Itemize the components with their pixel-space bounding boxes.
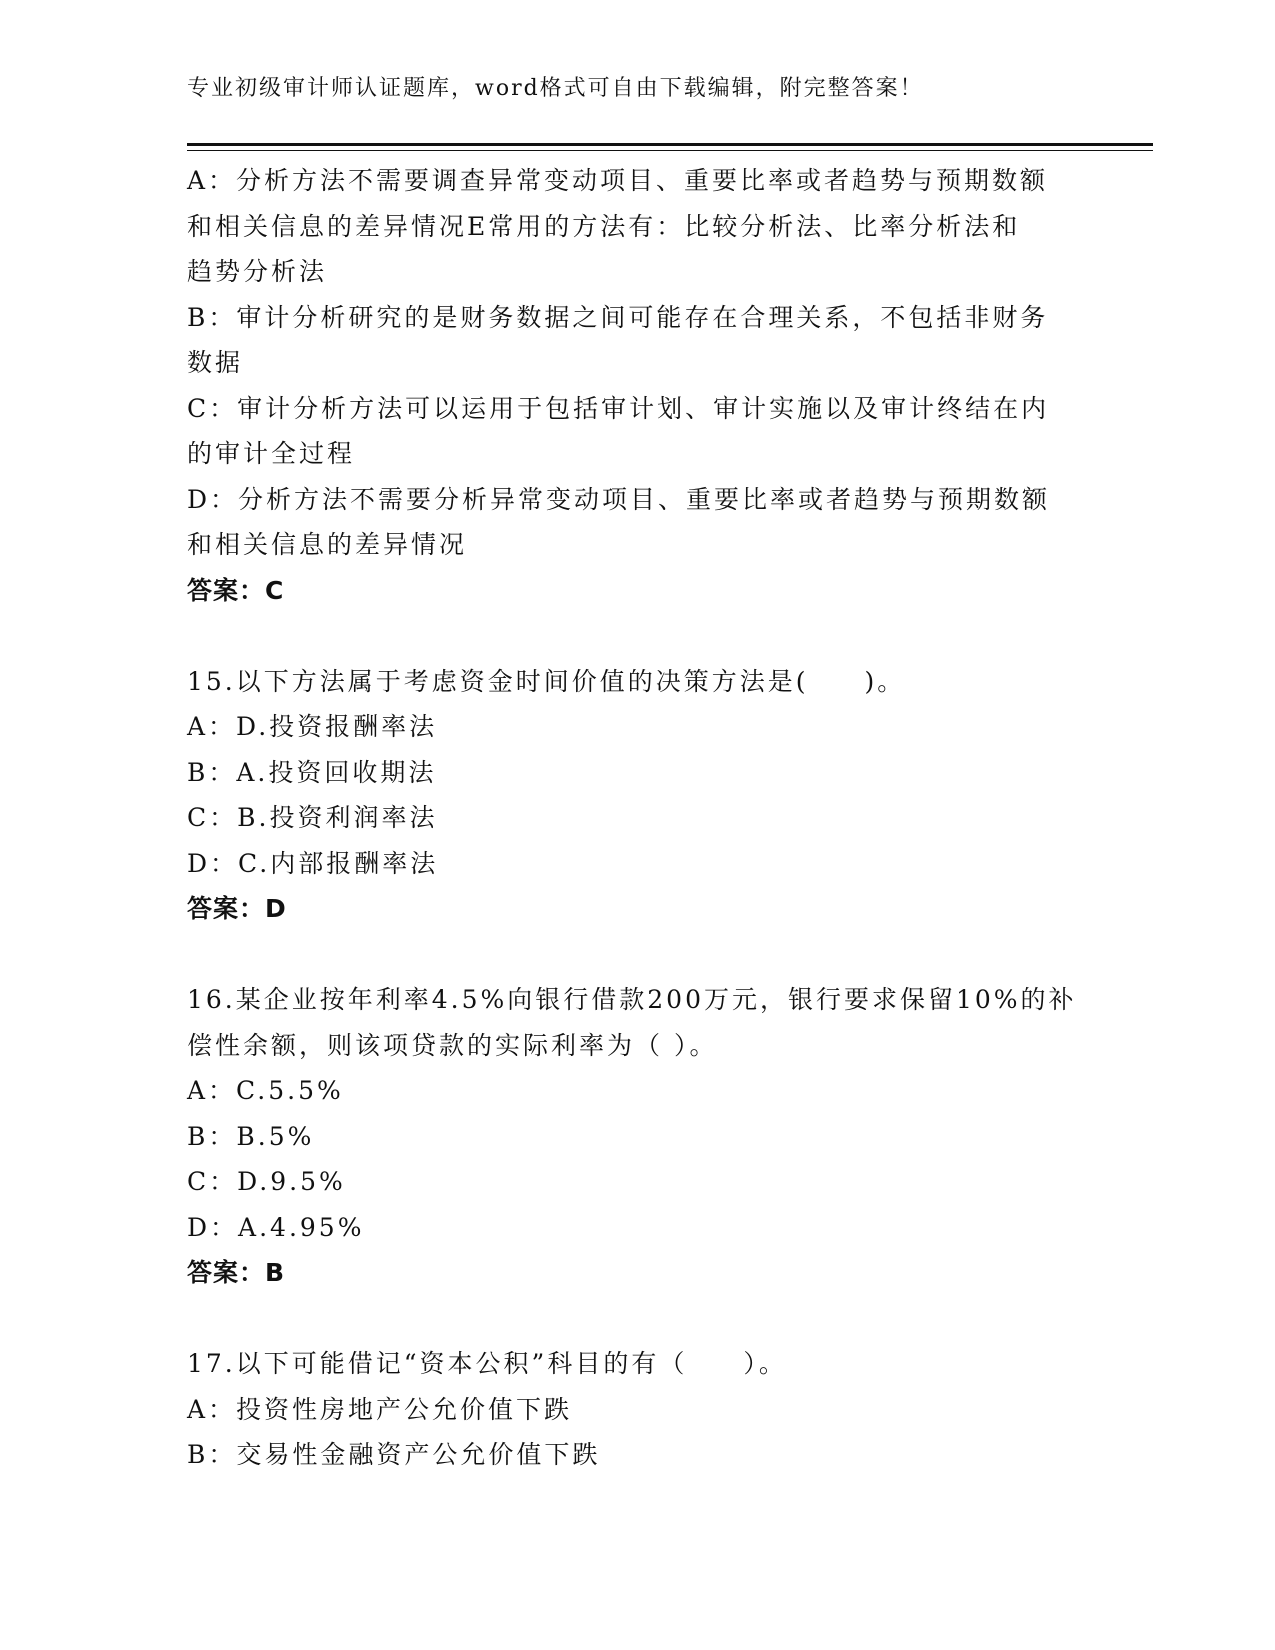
question-17 bbox=[187, 1341, 1087, 1478]
q14-option-a-line2: 和相关信息的差异情况E常用的方法有：比较分析法、比率分析法和 bbox=[187, 211, 1021, 241]
header-rule-thick bbox=[187, 143, 1153, 146]
q16-option-a: A：C.5.5% bbox=[187, 1076, 344, 1105]
q17-option-a: A：投资性房地产公允价值下跌 bbox=[187, 1394, 573, 1424]
q16-stem-line1: 16.某企业按年利率4.5%向银行借款200万元，银行要求保留10%的补 bbox=[187, 985, 1077, 1014]
q15-stem: 15.以下方法属于考虑资金时间价值的决策方法是( )。 bbox=[187, 666, 906, 696]
q14-answer: 答案：C bbox=[187, 575, 285, 605]
question-15 bbox=[187, 659, 1087, 932]
question-14-options bbox=[187, 158, 1087, 613]
spacer bbox=[187, 932, 1087, 978]
q14-option-b-line2: 数据 bbox=[187, 348, 244, 377]
q14-option-a-line3: 趋势分析法 bbox=[187, 257, 328, 286]
spacer bbox=[187, 1296, 1087, 1342]
header-rule-thin bbox=[187, 150, 1153, 151]
q16-option-c: C：D.9.5% bbox=[187, 1167, 346, 1196]
q16-stem-line2: 偿性余额，则该项贷款的实际利率为（ ）。 bbox=[187, 1030, 718, 1060]
q16-option-b: B：B.5% bbox=[187, 1121, 315, 1151]
q14-option-d-line2: 和相关信息的差异情况 bbox=[187, 530, 468, 559]
q14-option-c-line1: C：审计分析方法可以运用于包括审计划、审计实施以及审计终结在内 bbox=[187, 393, 1050, 423]
q17-stem: 17.以下可能借记“资本公积”科目的有（ ）。 bbox=[187, 1349, 787, 1378]
q14-option-b-line1: B：审计分析研究的是财务数据之间可能存在合理关系，不包括非财务 bbox=[187, 302, 1049, 332]
spacer bbox=[187, 613, 1087, 659]
q15-answer: 答案：D bbox=[187, 894, 287, 923]
page-header: 专业初级审计师认证题库，word格式可自由下载编辑，附完整答案！ bbox=[187, 76, 924, 101]
question-16 bbox=[187, 977, 1087, 1296]
q16-answer: 答案：B bbox=[187, 1258, 286, 1287]
q14-option-d-line1: D：分析方法不需要分析异常变动项目、重要比率或者趋势与预期数额 bbox=[187, 484, 1051, 514]
q15-option-d: D：C.内部报酬率法 bbox=[187, 848, 439, 878]
q14-option-a-line1: A：分析方法不需要调查异常变动项目、重要比率或者趋势与预期数额 bbox=[187, 166, 1049, 195]
q14-option-c-line2: 的审计全过程 bbox=[187, 439, 356, 468]
q16-option-d: D：A.4.95% bbox=[187, 1212, 365, 1242]
q15-option-c: C：B.投资利润率法 bbox=[187, 803, 438, 832]
document-body bbox=[187, 158, 1087, 1478]
q15-option-b: B：A.投资回收期法 bbox=[187, 757, 437, 787]
q17-option-b: B：交易性金融资产公允价值下跌 bbox=[187, 1440, 601, 1469]
q15-option-a: A：D.投资报酬率法 bbox=[187, 712, 438, 741]
